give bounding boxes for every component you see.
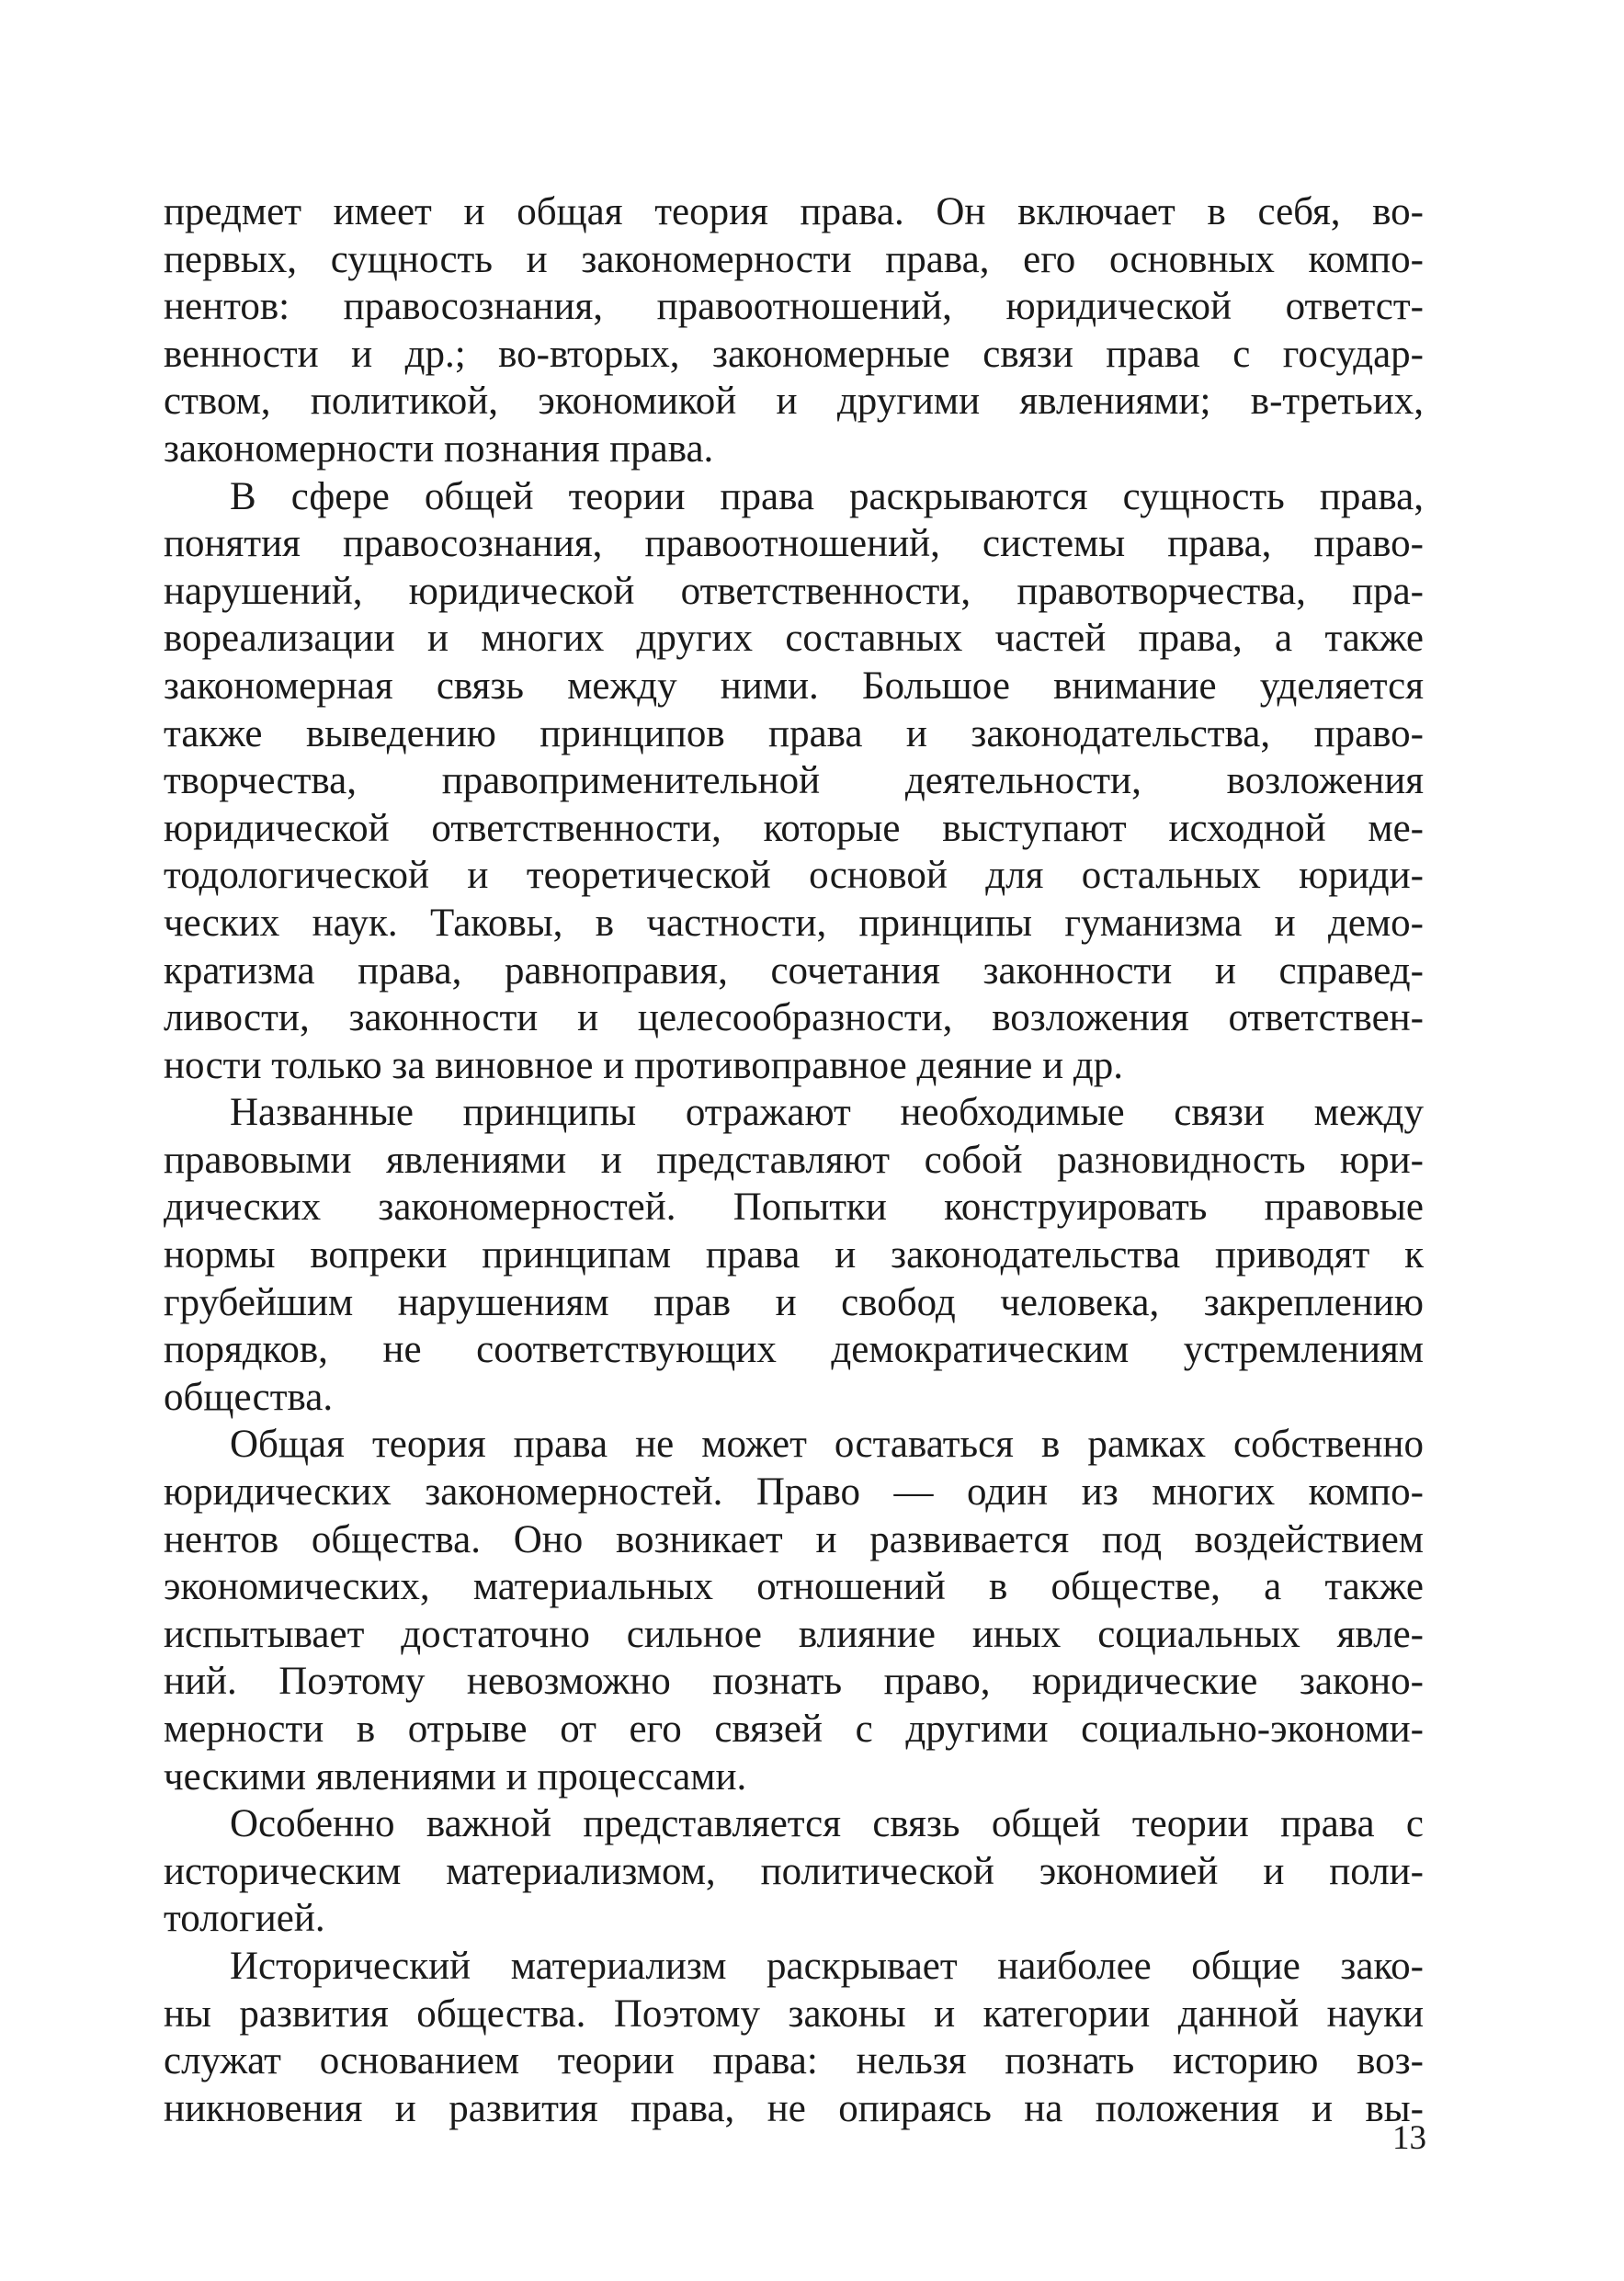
text-line: экономических, материальных отношений в обществе, а также: [164, 1565, 1424, 1609]
text-line: тодологической и теоретической основой для остальных юриди-: [164, 854, 1424, 898]
text-line: ности только за виновное и противоправное деяние и др.: [164, 1043, 1124, 1087]
text-line: порядков, не соответствующих демократическим устремлениям: [164, 1328, 1424, 1372]
text-line: мерности в отрыве от его связей с другими социально-экономи-: [164, 1708, 1424, 1751]
text-line: понятия правосознания, правоотношений, системы права, право-: [164, 522, 1424, 566]
text-line: ний. Поэтому невозможно познать право, юридические законо-: [164, 1660, 1424, 1704]
text-line: общества.: [164, 1375, 334, 1419]
text-line: нарушений, юридической ответственности, правотворчества, пра-: [164, 569, 1424, 613]
page-number: 13: [1392, 2119, 1426, 2157]
paragraph-first-line: Исторический материализм раскрывает наиболее общие зако-: [230, 1944, 1424, 1988]
text-line: кратизма права, равноправия, сочетания законности и справед-: [164, 948, 1424, 993]
text-line: историческим материализмом, политической экономией и поли-: [164, 1849, 1424, 1893]
paragraph-first-line: Названные принципы отражают необходимые связи между: [230, 1091, 1424, 1135]
text-line: ством, политикой, экономикой и другими явлениями; в-третьих,: [164, 380, 1424, 424]
text-line: ливости, законности и целесообразности, возложения ответствен-: [164, 996, 1424, 1040]
text-line: первых, сущность и закономерности права, его основных компо-: [164, 237, 1424, 281]
body-text: [164, 188, 1424, 2132]
text-line: творчества, правоприменительной деятельности, возложения: [164, 759, 1424, 803]
text-line: закономерная связь между ними. Большое внимание уделяется: [164, 664, 1424, 708]
text-line: нентов общества. Оно возникает и развивается под воздействием: [164, 1517, 1424, 1561]
text-line: правовыми явлениями и представляют собой разновидность юри-: [164, 1138, 1424, 1182]
paragraph-first-line: В сфере общей теории права раскрываются сущность права,: [230, 474, 1424, 518]
text-line: дических закономерностей. Попытки конструировать правовые: [164, 1186, 1424, 1230]
text-line: предмет имеет и общая теория права. Он включает в себя, во-: [164, 190, 1424, 233]
text-line: испытывает достаточно сильное влияние иных социальных явле-: [164, 1612, 1424, 1656]
text-line: нормы вопреки принципам права и законодательства приводят к: [164, 1233, 1424, 1277]
text-line: грубейшим нарушениям прав и свобод человека, закреплению: [164, 1280, 1424, 1324]
text-line: также выведению принципов права и законодательства, право-: [164, 711, 1424, 755]
text-line: никновения и развития права, не опираясь на положения и вы-: [164, 2086, 1424, 2130]
text-line: венности и др.; во-вторых, закономерные связи права с государ-: [164, 332, 1424, 376]
text-line: ческими явлениями и процессами.: [164, 1754, 747, 1799]
text-line: юридических закономерностей. Право — один из многих компо-: [164, 1470, 1424, 1515]
paragraph-first-line: Особенно важной представляется связь общей теории права с: [230, 1802, 1424, 1846]
text-line: вореализации и многих других составных частей права, а также: [164, 617, 1424, 661]
text-line: нентов: правосознания, правоотношений, юридической ответст-: [164, 285, 1424, 329]
text-line: ны развития общества. Поэтому законы и категории данной науки: [164, 1992, 1424, 2036]
paragraph-first-line: Общая теория права не может оставаться в рамках собственно: [230, 1423, 1424, 1467]
text-line: тологией.: [164, 1897, 325, 1941]
text-line: закономерности познания права.: [164, 426, 714, 471]
text-line: юридической ответственности, которые выступают исходной ме-: [164, 806, 1424, 850]
text-line: служат основанием теории права: нельзя познать историю воз-: [164, 2039, 1424, 2083]
text-line: ческих наук. Таковы, в частности, принципы гуманизма и демо-: [164, 901, 1424, 945]
